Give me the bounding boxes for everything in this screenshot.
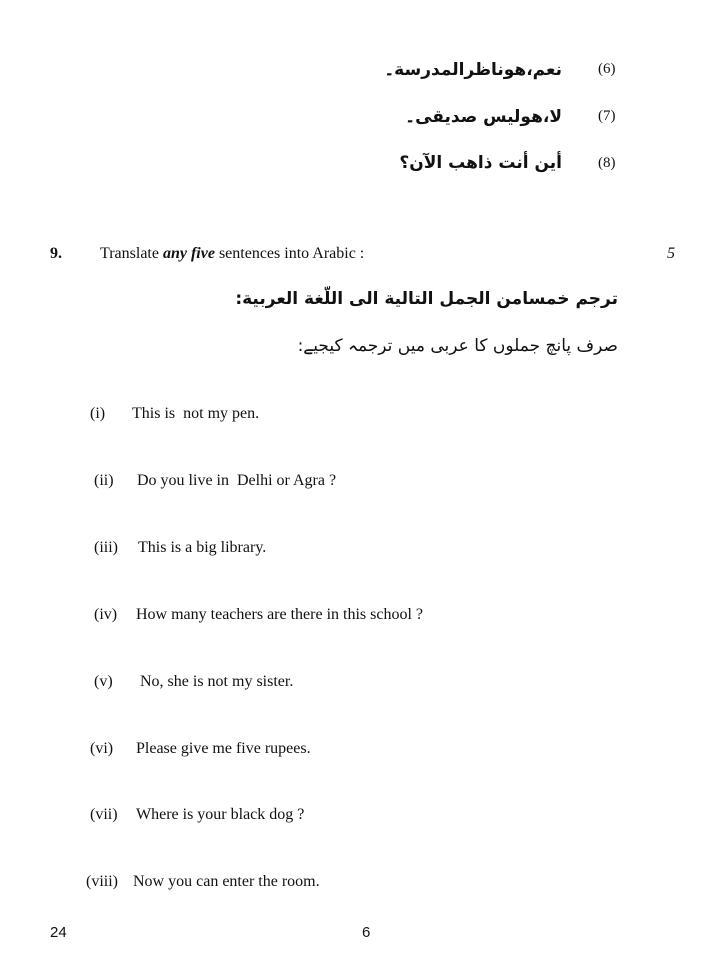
sentence-number: (v) [94, 673, 113, 690]
sentence-number: (vii) [90, 806, 118, 823]
arabic-item-7-number: (7) [598, 108, 616, 124]
sentence-text: No, she is not my sister. [140, 673, 294, 690]
sentence-text: This is a big library. [138, 539, 267, 556]
sentence-text: Do you live in Delhi or Agra ? [137, 472, 337, 489]
sentence-text: Now you can enter the room. [133, 873, 320, 890]
arabic-item-6-number: (6) [598, 61, 616, 77]
urdu-instruction: صرف پانچ جملوں کا عربی میں ترجمہ کیجیے: [297, 336, 618, 356]
page-number: 6 [362, 924, 371, 941]
footer-code: 24 [50, 924, 67, 941]
sentence-number: (i) [90, 405, 106, 422]
question-marks: 5 [667, 245, 675, 262]
question-text-before: Translate [100, 245, 163, 262]
question-text-emphasis: any five [162, 245, 215, 262]
arabic-item-8-number: (8) [598, 155, 616, 171]
sentence-text: This is not my pen. [132, 405, 260, 422]
arabic-item-7-text: لا،هوليس صديقى۔ [405, 107, 562, 127]
question-text-after: sentences into Arabic : [214, 245, 365, 262]
sentence-number: (viii) [86, 873, 118, 890]
arabic-instruction: ترجم خمسامن الجمل التالية الى اللّغة العربية: [235, 289, 618, 309]
sentence-number: (iv) [94, 606, 118, 623]
sentence-number: (iii) [94, 539, 118, 556]
question-text [100, 245, 364, 263]
question-number: 9. [50, 245, 62, 262]
sentence-text: Where is your black dog ? [136, 806, 305, 823]
sentence-text: Please give me five rupees. [136, 740, 311, 757]
arabic-item-8-text: أين أنت ذاهب الآن؟ [399, 153, 562, 173]
sentence-number: (ii) [94, 472, 114, 489]
arabic-item-6-text: نعم،هوناظرالمدرسة۔ [384, 60, 562, 80]
sentence-number: (vi) [90, 740, 114, 757]
sentence-text: How many teachers are there in this school ? [136, 606, 424, 623]
